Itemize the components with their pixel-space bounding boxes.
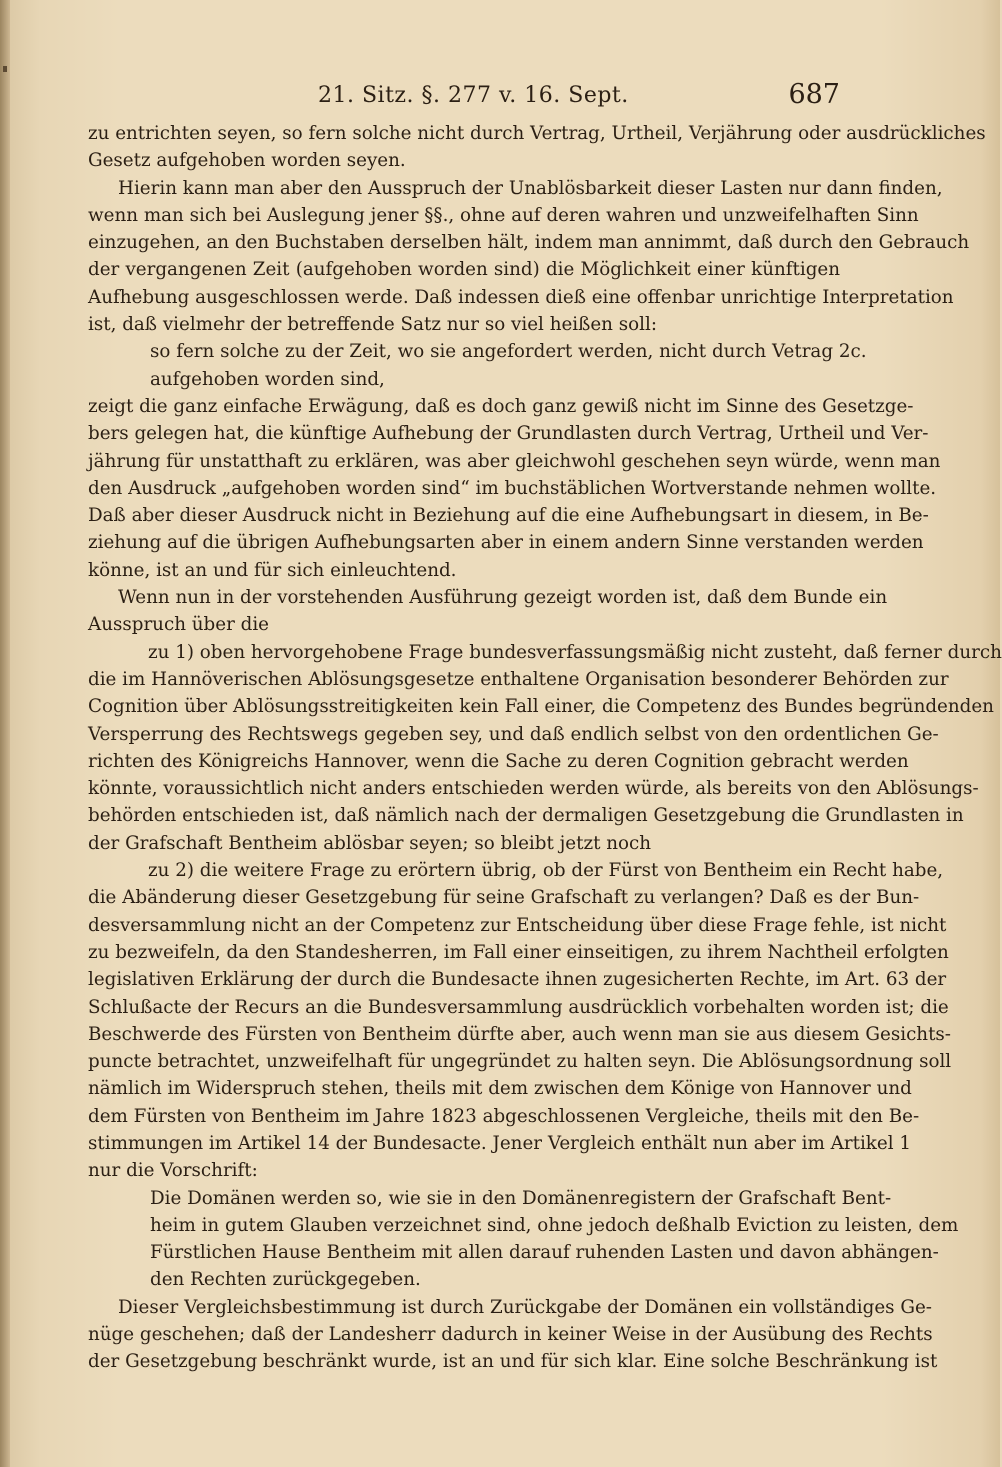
text-line: könne, ist an und für sich einleuchtend. — [88, 559, 457, 581]
text-line: Ausspruch über die — [88, 614, 269, 636]
page-header — [88, 79, 840, 123]
text-line: heim in gutem Glauben verzeichnet sind, ohne jedoch deßhalb Eviction zu leisten, dem — [150, 1214, 959, 1236]
text-line: Schlußacte der Recurs an die Bundesversammlung ausdrücklich vorbehalten worden ist; die — [88, 996, 949, 1018]
page-number: 687 — [788, 79, 840, 110]
text-line: nämlich im Widerspruch stehen, theils mit dem zwischen dem Könige von Hannover und — [88, 1078, 912, 1100]
text-line: Hierin kann man aber den Ausspruch der Unablösbarkeit dieser Lasten nur dann finden, — [118, 177, 943, 199]
text-line: aufgehoben worden sind, — [150, 368, 385, 390]
text-line: Dieser Vergleichsbestimmung ist durch Zurückgabe der Domänen ein vollständiges Ge- — [118, 1296, 932, 1318]
text-line: der Grafschaft Bentheim ablösbar seyen; so bleibt jetzt noch — [88, 832, 652, 854]
text-line: zu 1) oben hervorgehobene Frage bundesverfassungsmäßig nicht zusteht, daß ferner durch — [148, 641, 1002, 663]
text-line: die Abänderung dieser Gesetzgebung für seine Grafschaft zu verlangen? Daß es der Bun- — [88, 887, 920, 909]
text-line: könnte, voraussichtlich nicht anders entschieden werden würde, als bereits von den Ablösungs- — [88, 778, 979, 800]
text-line: Wenn nun in der vorstehenden Ausführung gezeigt worden ist, daß dem Bunde ein — [118, 587, 888, 609]
page-spine-shadow — [0, 0, 10, 1467]
text-line: Daß aber dieser Ausdruck nicht in Beziehung auf die eine Aufhebungsart in diesem, in Be- — [88, 505, 929, 527]
text-line: Beschwerde des Fürsten von Bentheim dürfte aber, auch wenn man sie aus diesem Gesichts- — [88, 1023, 951, 1045]
text-line: Die Domänen werden so, wie sie in den Domänenregistern der Grafschaft Bent- — [150, 1187, 892, 1209]
text-line: jährung für unstatthaft zu erklären, was aber gleichwohl geschehen seyn würde, wenn man — [88, 450, 941, 472]
text-line: puncte betrachtet, unzweifelhaft für ungegründet zu halten seyn. Die Ablösungsordnung soll — [88, 1051, 952, 1073]
text-line: legislativen Erklärung der durch die Bundesacte ihnen zugesicherten Rechte, im Art. 63 der — [88, 969, 947, 991]
text-line: dem Fürsten von Bentheim im Jahre 1823 abgeschlossenen Vergleiche, theils mit den Be- — [88, 1105, 920, 1127]
text-line: zu entrichten seyen, so fern solche nicht durch Vertrag, Urtheil, Verjährung oder ausdrückliches — [88, 123, 986, 144]
body-text — [88, 120, 1002, 1376]
text-line: stimmungen im Artikel 14 der Bundesacte. Jener Vergleich enthält nun aber im Artikel 1 — [88, 1132, 911, 1154]
text-line: den Rechten zurückgegeben. — [150, 1269, 421, 1291]
text-line: nur die Vorschrift: — [88, 1160, 258, 1182]
text-line: Fürstlichen Hause Bentheim mit allen darauf ruhenden Lasten und davon abhängen- — [150, 1242, 939, 1264]
text-line: ziehung auf die übrigen Aufhebungsarten aber in einem andern Sinne verstanden werden — [88, 532, 924, 554]
text-line: zeigt die ganz einfache Erwägung, daß es doch ganz gewiß nicht im Sinne des Gesetzge- — [88, 395, 914, 417]
text-line: der vergangenen Zeit (aufgehoben worden sind) die Möglichkeit einer künftigen — [88, 259, 840, 281]
text-line: der Gesetzgebung beschränkt wurde, ist an und für sich klar. Eine solche Beschränkung ist — [88, 1351, 938, 1373]
text-line: bers gelegen hat, die künftige Aufhebung der Grundlasten durch Vertrag, Urtheil und Ver- — [88, 423, 929, 445]
running-head: 21. Sitz. §. 277 v. 16. Sept. — [318, 83, 629, 108]
text-line: so fern solche zu der Zeit, wo sie angefordert werden, nicht durch Vetrag 2c. — [150, 341, 867, 363]
text-line: Cognition über Ablösungsstreitigkeiten kein Fall einer, die Competenz des Bundes begründenden — [88, 696, 994, 718]
text-line: den Ausdruck „aufgehoben worden sind“ im buchstäblichen Wortverstande nehmen wollte. — [88, 477, 937, 499]
text-line: einzugehen, an den Buchstaben derselben hält, indem man annimmt, daß durch den Gebrauch — [88, 232, 970, 254]
text-line: nüge geschehen; daß der Landesherr dadurch in keiner Weise in der Ausübung des Rechts — [88, 1324, 933, 1346]
text-line: Versperrung des Rechtswegs gegeben sey, und daß endlich selbst von den ordentlichen Ge- — [88, 723, 939, 745]
text-line: Gesetz aufgehoben worden seyen. — [88, 150, 406, 172]
text-line: behörden entschieden ist, daß nämlich nach der dermaligen Gesetzgebung die Grundlasten in — [88, 805, 964, 827]
text-line: richten des Königreichs Hannover, wenn die Sache zu deren Cognition gebracht werden — [88, 750, 909, 772]
page-edge-mark — [3, 66, 7, 72]
text-line: zu bezweifeln, da den Standesherren, im Fall einer einseitigen, zu ihrem Nachtheil erfolgten — [88, 941, 949, 963]
text-line: ist, daß vielmehr der betreffende Satz nur so viel heißen soll: — [88, 314, 658, 336]
text-line: zu 2) die weitere Frage zu erörtern übrig, ob der Fürst von Bentheim ein Recht habe, — [148, 860, 944, 882]
text-line: Aufhebung ausgeschlossen werde. Daß indessen dieß eine offenbar unrichtige Interpretation — [88, 286, 954, 308]
text-line: desversammlung nicht an der Competenz zur Entscheidung über diese Frage fehle, ist nicht — [88, 914, 947, 936]
text-line: die im Hannöverischen Ablösungsgesetze enthaltene Organisation besonderer Behörden zur — [88, 668, 949, 690]
text-line: wenn man sich bei Auslegung jener §§., ohne auf deren wahren und unzweifelhaften Sinn — [88, 204, 919, 226]
